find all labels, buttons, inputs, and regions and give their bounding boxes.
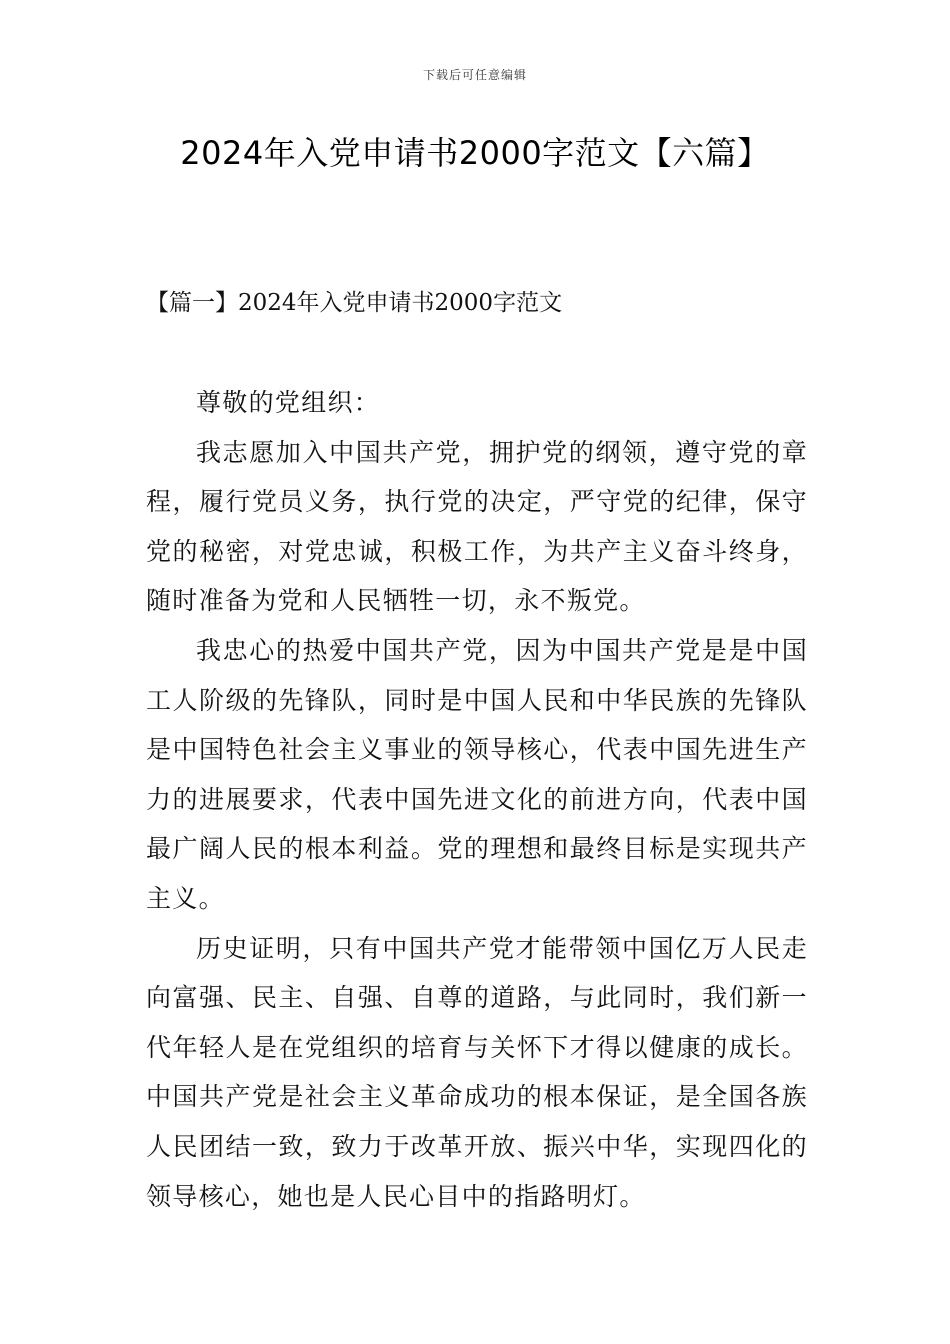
header-note: 下载后可任意编辑 <box>422 68 527 82</box>
section-heading: 【篇一】2024年入党申请书2000字范文 <box>146 290 563 316</box>
body-paragraph: 我忠心的热爱中国共产党，因为中国共产党是是中国工人阶级的先锋队，同时是中国人民和中华民族的先锋队是中国特色社会主义事业的领导核心，代表中国先进生产力的进展要求，代表中国先进文化的前进方向，代表中国最广阔人民的根本利益。党的理想和最终目标是实现共产主义。 <box>146 635 808 913</box>
body-paragraph: 我志愿加入中国共产党，拥护党的纲领，遵守党的章程，履行党员义务，执行党的决定，严守党的纪律，保守党的秘密，对党忠诚，积极工作，为共产主义奋斗终身，随时准备为党和人民牺牲一切，永不叛党。 <box>146 437 808 616</box>
salutation: 尊敬的党组织： <box>196 388 381 417</box>
document-title: 2024年入党申请书2000字范文【六篇】 <box>180 134 770 172</box>
document-body <box>146 378 808 1221</box>
body-paragraph: 历史证明，只有中国共产党才能带领中国亿万人民走向富强、民主、自强、自尊的道路，与此同时，我们新一代年轻人是在党组织的培育与关怀下才得以健康的成长。中国共产党是社会主义革命成功的根本保证，是全国各族人民团结一致，致力于改革开放、振兴中华，实现四化的领导核心，她也是人民心目中的指路明灯。 <box>146 933 808 1211</box>
